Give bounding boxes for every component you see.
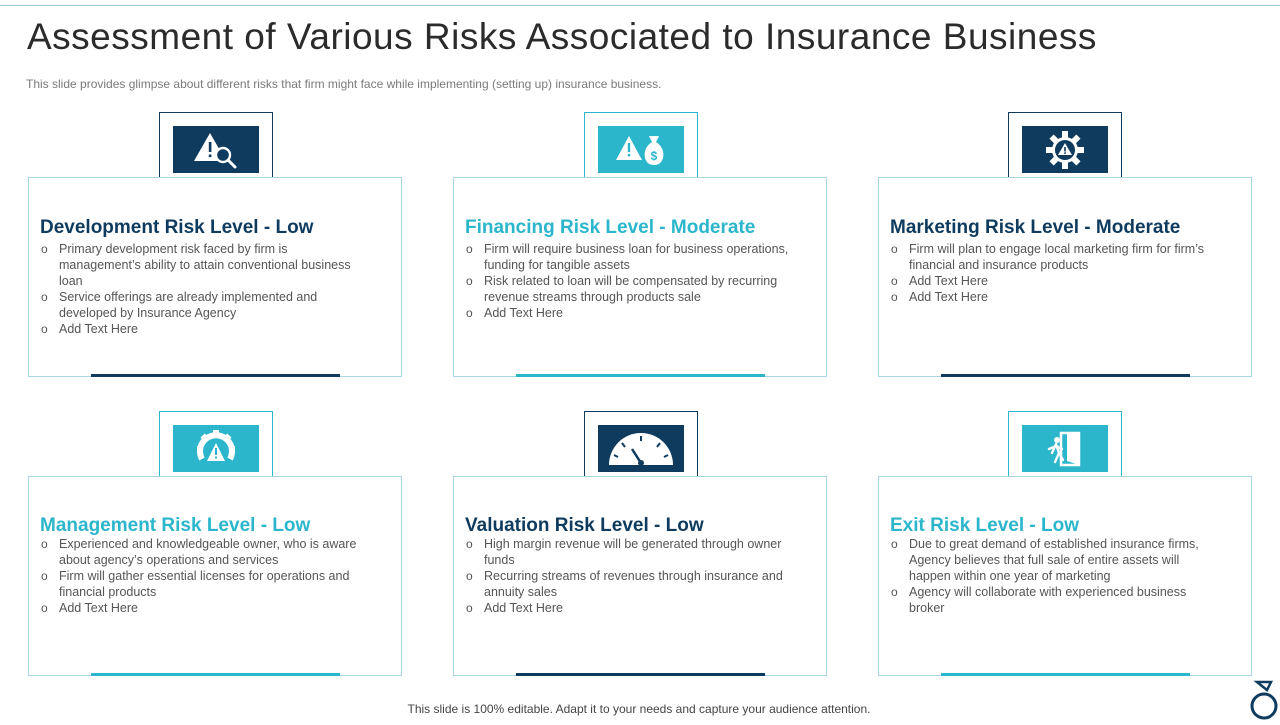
money-bag-logo-icon xyxy=(1249,680,1279,720)
card-exit-risk xyxy=(878,476,1252,676)
icon-tab-exit xyxy=(1008,411,1122,477)
card-bullets xyxy=(41,536,371,616)
list-item: o Add Text Here xyxy=(41,600,371,616)
list-item: o Due to great demand of established insurance firms, Agency believes that full sale of entire assets will happen within one year of marketing xyxy=(891,536,1221,584)
list-item: o Add Text Here xyxy=(41,321,371,337)
card-accent-bar xyxy=(516,673,765,676)
list-item: o Recurring streams of revenues through insurance and annuity sales xyxy=(466,568,796,600)
card-management-risk xyxy=(28,476,402,676)
card-bullets xyxy=(891,536,1221,616)
list-item: o Firm will plan to engage local marketing firm for firm’s financial and insurance products xyxy=(891,241,1221,273)
card-title: Financing Risk Level - Moderate xyxy=(465,217,756,238)
card-valuation-risk xyxy=(453,476,827,676)
card-accent-bar xyxy=(941,673,1190,676)
card-development-risk xyxy=(28,177,402,377)
exit-door-icon xyxy=(1022,425,1108,472)
top-divider xyxy=(0,5,1280,6)
slide-footer: This slide is 100% editable. Adapt it to your needs and capture your audience attention. xyxy=(407,702,871,716)
list-item: o Add Text Here xyxy=(466,600,796,616)
icon-tab-financing xyxy=(584,112,698,178)
list-item: o Add Text Here xyxy=(891,289,1221,305)
list-item: o Service offerings are already implemented and developed by Insurance Agency xyxy=(41,289,371,321)
svg-text:$: $ xyxy=(650,148,658,163)
gear-warning-icon xyxy=(1022,126,1108,173)
gauge-icon xyxy=(598,425,684,472)
icon-tab-valuation xyxy=(584,411,698,477)
card-title: Management Risk Level - Low xyxy=(40,515,311,536)
card-title: Marketing Risk Level - Moderate xyxy=(890,217,1181,238)
slide-subtitle: This slide provides glimpse about different risks that firm might face while implementing (setting up) insurance business. xyxy=(26,77,662,91)
icon-tab-development xyxy=(159,112,273,178)
card-bullets xyxy=(891,241,1221,305)
card-accent-bar xyxy=(91,374,340,377)
card-accent-bar xyxy=(516,374,765,377)
list-item: o Firm will require business loan for business operations, funding for tangible assets xyxy=(466,241,796,273)
list-item: o High margin revenue will be generated through owner funds xyxy=(466,536,796,568)
card-accent-bar xyxy=(941,374,1190,377)
card-title: Exit Risk Level - Low xyxy=(890,515,1079,536)
card-bullets xyxy=(41,241,371,337)
list-item: o Risk related to loan will be compensated by recurring revenue streams through products sale xyxy=(466,273,796,305)
slide-title: Assessment of Various Risks Associated to Insurance Business xyxy=(27,16,1097,57)
icon-tab-management xyxy=(159,411,273,477)
list-item: o Add Text Here xyxy=(466,305,796,321)
list-item: o Add Text Here xyxy=(891,273,1221,289)
list-item: o Agency will collaborate with experienced business broker xyxy=(891,584,1221,616)
list-item: o Primary development risk faced by firm is management’s ability to attain conventional business loan xyxy=(41,241,371,289)
icon-tab-marketing xyxy=(1008,112,1122,178)
list-item: o Experienced and knowledgeable owner, who is aware about agency’s operations and services xyxy=(41,536,371,568)
card-title: Valuation Risk Level - Low xyxy=(465,515,704,536)
card-financing-risk xyxy=(453,177,827,377)
warning-money-bag-icon xyxy=(598,126,684,173)
card-accent-bar xyxy=(91,673,340,676)
card-bullets xyxy=(466,536,796,616)
gear-alert-icon xyxy=(173,425,259,472)
card-title: Development Risk Level - Low xyxy=(40,217,314,238)
list-item: o Firm will gather essential licenses for operations and financial products xyxy=(41,568,371,600)
card-bullets xyxy=(466,241,796,321)
card-marketing-risk xyxy=(878,177,1252,377)
warning-search-icon xyxy=(173,126,259,173)
